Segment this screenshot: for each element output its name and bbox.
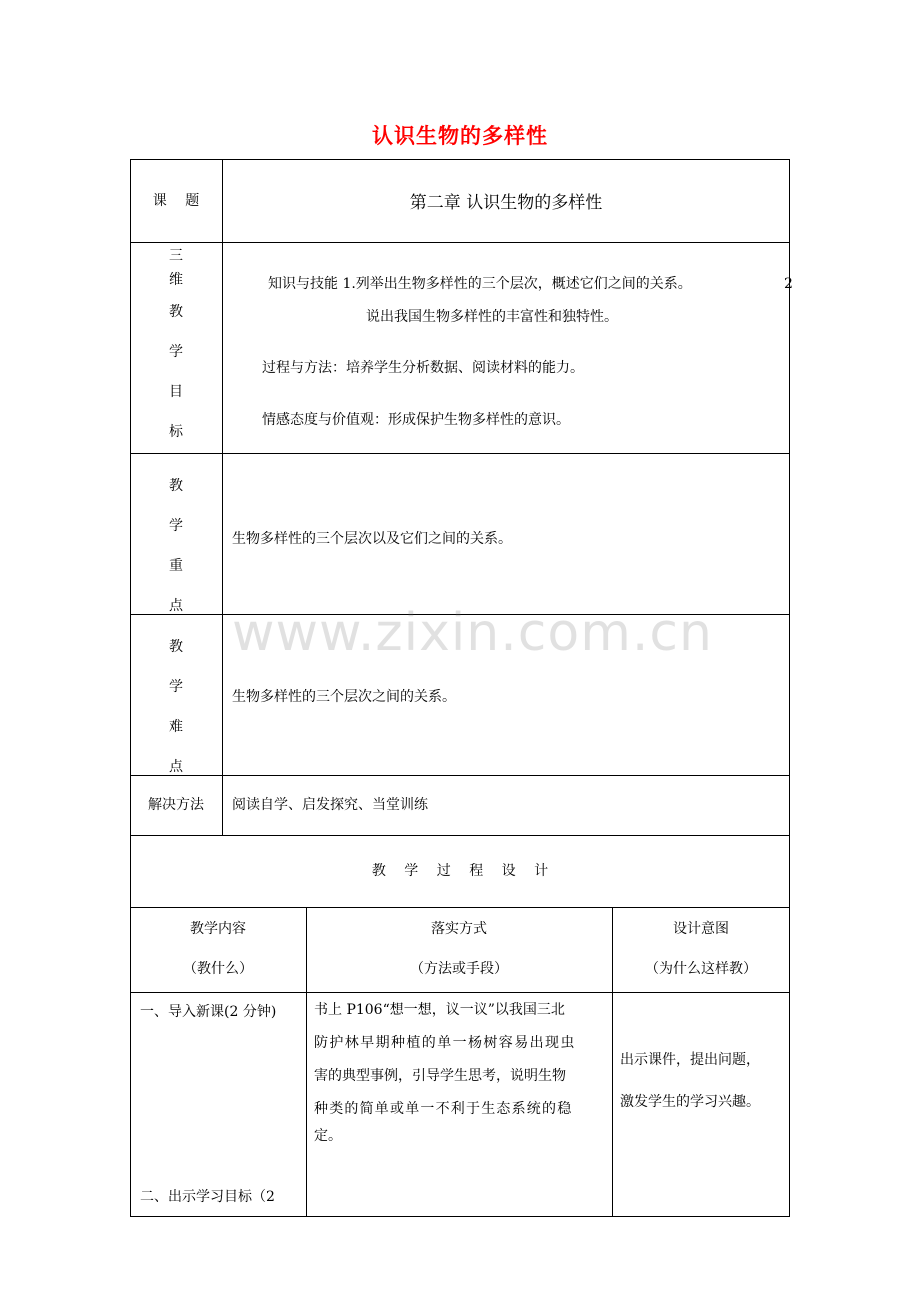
method-line: 害的典型事例，引导学生思考，说明生物 (314, 1068, 566, 1084)
difficulty-label (130, 627, 222, 787)
intent-line: 激发学生的学习兴趣。 (620, 1094, 760, 1110)
row-divider (130, 453, 790, 454)
method-line: 定。 (314, 1128, 342, 1144)
objective-knowledge-number: 2 (784, 276, 793, 292)
difficulty-label-char: 学 (169, 679, 183, 695)
intent-line: 出示课件，提出问题， (620, 1052, 760, 1068)
topic-value: 第二章 认识生物的多样性 (409, 193, 603, 213)
method-line: 种类的简单或单一不利于生态系统的稳 (314, 1101, 573, 1117)
column-subheader-content: （教什么） (183, 961, 253, 977)
difficulty-label-char: 点 (169, 759, 183, 775)
row-divider (130, 775, 790, 776)
objective-process: 过程与方法：培养学生分析数据、阅读材料的能力。 (262, 360, 584, 376)
row-divider (130, 992, 790, 993)
key-points-label (130, 466, 222, 626)
objective-knowledge: 知识与技能 1.列举出生物多样性的三个层次，概述它们之间的关系。 (268, 276, 692, 292)
difficulty-value: 生物多样性的三个层次之间的关系。 (232, 689, 456, 705)
column-subheader-method: （方法或手段） (410, 961, 508, 977)
topic-label: 课 题 (152, 193, 200, 209)
row-divider (130, 835, 790, 836)
objectives-label-char: 目 (169, 384, 183, 400)
column-header-content: 教学内容 (190, 921, 246, 937)
objectives-label-char: 教 (169, 304, 183, 320)
objectives-label-char: 维 (169, 272, 183, 288)
key-label-char: 教 (169, 478, 183, 494)
key-label-char: 学 (169, 518, 183, 534)
objectives-label-char: 标 (169, 424, 183, 440)
document-title: 认识生物的多样性 (372, 124, 548, 148)
column-divider (612, 907, 613, 1217)
objectives-label-char: 三 (169, 248, 183, 264)
method-line: 防护林早期种植的单一杨树容易出现虫 (314, 1035, 576, 1051)
column-divider (222, 159, 223, 835)
content-intro: 一、导入新课(2 分钟) (140, 1004, 277, 1020)
difficulty-label-char: 教 (169, 639, 183, 655)
column-header-intent: 设计意图 (673, 921, 729, 937)
objective-attitude: 情感态度与价值观：形成保护生物多样性的意识。 (262, 412, 570, 428)
column-divider (306, 907, 307, 1217)
content-objectives: 二、出示学习目标（2 (140, 1189, 275, 1205)
key-label-char: 点 (169, 598, 183, 614)
method-value: 阅读自学、启发探究、当堂训练 (232, 797, 428, 813)
method-line: 书上 P106“想一想，议一议”以我国三北 (314, 1002, 565, 1018)
objective-knowledge-continued: 说出我国生物多样性的丰富性和独特性。 (366, 309, 618, 325)
column-header-method: 落实方式 (431, 921, 487, 937)
row-divider (130, 242, 790, 243)
row-divider (130, 907, 790, 908)
column-subheader-intent: （为什么这样教） (645, 961, 757, 977)
watermark: www.zixin.com.cn (232, 603, 713, 663)
key-label-char: 重 (169, 558, 183, 574)
key-points-value: 生物多样性的三个层次以及它们之间的关系。 (232, 531, 512, 547)
method-label: 解决方法 (148, 797, 204, 813)
process-header: 教 学 过 程 设 计 (371, 863, 549, 879)
objectives-label-char: 学 (169, 344, 183, 360)
objectives-label (130, 248, 222, 452)
difficulty-label-char: 难 (169, 719, 183, 735)
